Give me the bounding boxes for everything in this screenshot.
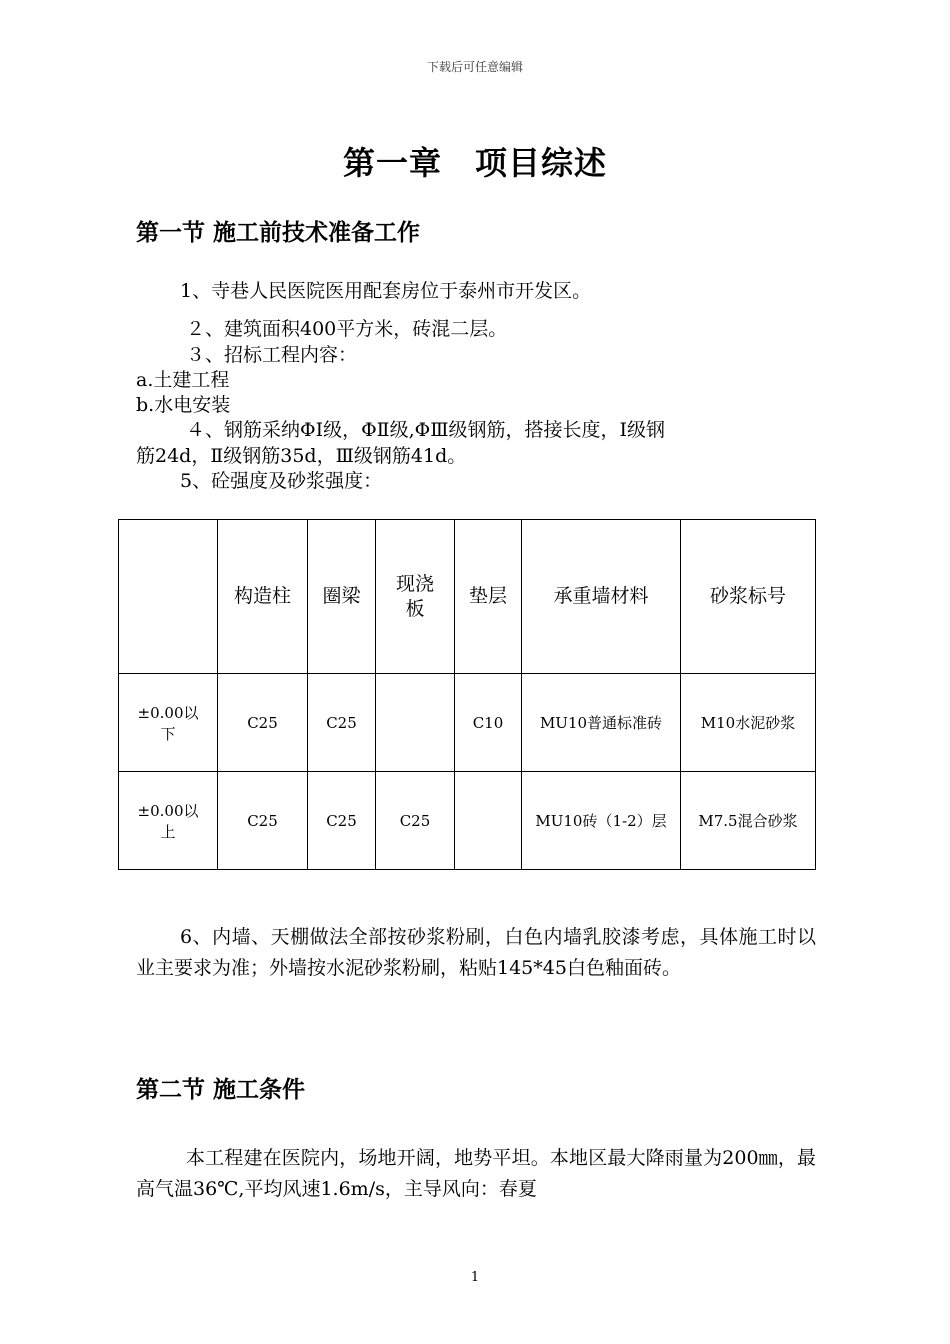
table-cell: M7.5混合砂浆: [681, 772, 816, 870]
table-cell: MU10普通标准砖: [522, 674, 681, 772]
item-3b: b.水电安装: [136, 394, 231, 416]
item-3: ３、招标工程内容：: [186, 344, 358, 366]
table-row: [119, 674, 816, 772]
table-header-cell: 构造柱: [218, 520, 308, 674]
table-header-cell: 垫层: [455, 520, 522, 674]
chapter-title: 第一章 项目综述: [342, 144, 607, 182]
table-cell: [376, 674, 455, 772]
table-cell: ±0.00以下: [119, 674, 218, 772]
table-header-cell: 承重墙材料: [522, 520, 681, 674]
table-header-cell: 现浇板: [376, 520, 455, 674]
item-1: 1、寺巷人民医院医用配套房位于泰州市开发区。: [180, 280, 592, 302]
table-cell: ±0.00以上: [119, 772, 218, 870]
table-cell: C25: [376, 772, 455, 870]
table-cell: C25: [218, 674, 308, 772]
table-header-cell: [119, 520, 218, 674]
table-header-cell: 圈梁: [308, 520, 376, 674]
item-6: 6、内墙、天棚做法全部按砂浆粉刷，白色内墙乳胶漆考虑，具体施工时以业主要求为准；外墙按水泥砂浆粉刷，粘贴145*45白色釉面砖。: [136, 926, 816, 979]
page-number: 1: [470, 1270, 480, 1285]
table-cell: C10: [455, 674, 522, 772]
item-4-line1: ４、钢筋采纳ΦⅠ级，ΦⅡ级,ΦⅢ级钢筋，搭接长度，Ⅰ级钢: [186, 419, 666, 441]
table-header-cell: 砂浆标号: [681, 520, 816, 674]
table-cell: C25: [218, 772, 308, 870]
header-note: 下载后可任意编辑: [426, 60, 523, 74]
item-3a: a.土建工程: [136, 369, 230, 391]
table-cell: MU10砖（1-2）层: [522, 772, 681, 870]
table-header-row: [119, 520, 816, 674]
item-5: 5、砼强度及砂浆强度：: [180, 470, 383, 492]
strength-table: [118, 519, 816, 870]
item-2: ２、建筑面积400平方米，砖混二层。: [186, 318, 508, 340]
section2-paragraph: 本工程建在医院内，场地开阔，地势平坦。本地区最大降雨量为200㎜，最高气温36℃,平均风速1.6m/s，主导风向：春夏: [136, 1147, 816, 1200]
section-title-1: 第一节 施工前技术准备工作: [136, 220, 421, 246]
table-cell: M10水泥砂浆: [681, 674, 816, 772]
item-4-line2: 筋24d，Ⅱ级钢筋35d，Ⅲ级钢筋41d。: [136, 445, 467, 467]
table-cell: [455, 772, 522, 870]
table-cell: C25: [308, 674, 376, 772]
section-title-2: 第二节 施工条件: [136, 1077, 306, 1103]
table-row: [119, 772, 816, 870]
table-cell: C25: [308, 772, 376, 870]
